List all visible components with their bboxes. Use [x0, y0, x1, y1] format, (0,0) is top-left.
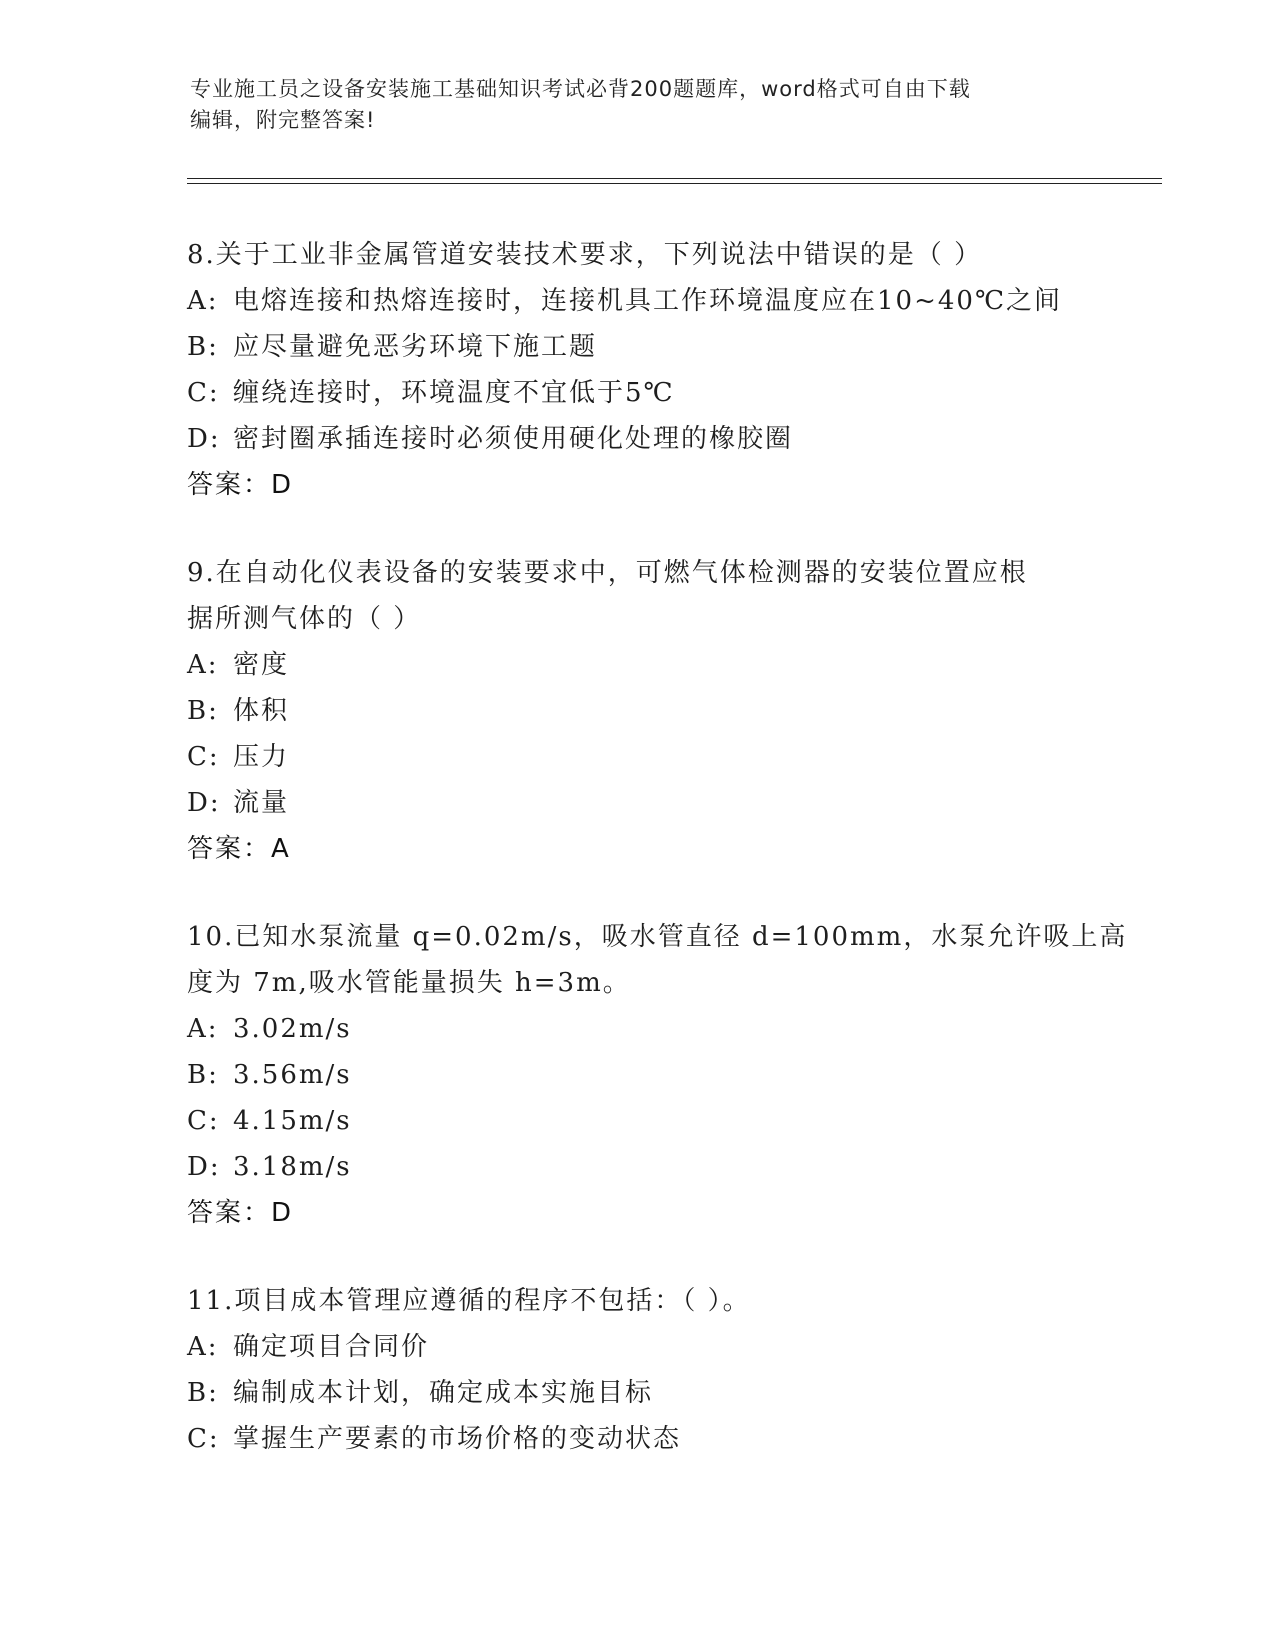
header-title-line-1: 专业施工员之设备安装施工基础知识考试必背200题题库，word格式可自由下载 [190, 77, 971, 101]
option-text: 压力 [233, 742, 290, 772]
question-stem [187, 550, 1087, 642]
option-text: 掌握生产要素的市场价格的变动状态 [233, 1424, 682, 1454]
option-letter: D: [187, 788, 221, 818]
question-stem-line: 11.项目成本管理应遵循的程序不包括：（ ）。 [187, 1286, 751, 1316]
question-stem [187, 1278, 1087, 1324]
option-c [187, 1098, 1087, 1144]
question-stem-line: 9.在自动化仪表设备的安装要求中，可燃气体检测器的安装位置应根 [187, 558, 1028, 588]
question-stem [187, 914, 1128, 1006]
option-letter: B: [187, 1378, 219, 1408]
option-letter: A: [187, 1014, 219, 1044]
option-letter: C: [187, 1106, 220, 1136]
option-letter: C: [187, 1424, 220, 1454]
answer-text: 答案：D [187, 470, 294, 500]
option-letter: C: [187, 742, 220, 772]
option-text: 3.18m/s [233, 1152, 352, 1182]
question-11 [187, 1278, 1087, 1462]
option-a [187, 642, 1087, 688]
option-text: 3.02m/s [233, 1014, 352, 1044]
question-stem-line: 度为 7m,吸水管能量损失 h=3m。 [187, 968, 631, 998]
option-letter: B: [187, 332, 219, 362]
option-a [187, 278, 1087, 324]
option-text: 电熔连接和热熔连接时，连接机具工作环境温度应在10~40℃之间 [233, 286, 1063, 316]
option-letter: B: [187, 1060, 219, 1090]
header-divider-top [187, 178, 1162, 179]
option-text: 3.56m/s [233, 1060, 352, 1090]
question-stem-line: 10.已知水泵流量 q=0.02m/s，吸水管直径 d=100mm，水泵允许吸上高 [187, 922, 1128, 952]
option-text: 编制成本计划，确定成本实施目标 [233, 1378, 654, 1408]
option-letter: A: [187, 1332, 219, 1362]
answer-text: 答案：A [187, 834, 291, 864]
question-10 [187, 914, 1128, 1236]
question-8 [187, 232, 1087, 508]
question-stem [187, 232, 1087, 278]
option-c [187, 370, 1087, 416]
option-b [187, 688, 1087, 734]
option-text: 缠绕连接时，环境温度不宜低于5℃ [233, 378, 675, 408]
option-text: 应尽量避免恶劣环境下施工题 [233, 332, 598, 362]
question-list [187, 232, 1128, 1504]
option-b [187, 1370, 1087, 1416]
option-text: 体积 [233, 696, 290, 726]
option-c [187, 734, 1087, 780]
question-stem-line: 8.关于工业非金属管道安装技术要求，下列说法中错误的是（ ） [187, 240, 983, 270]
option-text: 4.15m/s [233, 1106, 352, 1136]
option-d [187, 780, 1087, 826]
option-b [187, 324, 1087, 370]
question-stem-line: 据所测气体的（ ） [187, 604, 422, 634]
option-text: 密封圈承插连接时必须使用硬化处理的橡胶圈 [233, 424, 794, 454]
answer-text: 答案：D [187, 1198, 294, 1228]
option-d [187, 1144, 1087, 1190]
header-title-line-2: 编辑，附完整答案! [190, 108, 376, 132]
option-text: 确定项目合同价 [233, 1332, 430, 1362]
option-text: 流量 [233, 788, 290, 818]
option-text: 密度 [233, 650, 290, 680]
option-letter: A: [187, 650, 219, 680]
option-c [187, 1416, 1087, 1462]
option-a [187, 1324, 1087, 1370]
option-letter: C: [187, 378, 220, 408]
option-b [187, 1052, 1087, 1098]
option-letter: D: [187, 1152, 221, 1182]
option-letter: A: [187, 286, 219, 316]
header-divider-bottom [187, 183, 1162, 184]
option-letter: B: [187, 696, 219, 726]
option-d [187, 416, 1087, 462]
document-header [190, 74, 1090, 136]
question-9 [187, 550, 1087, 872]
option-a [187, 1006, 1087, 1052]
option-letter: D: [187, 424, 221, 454]
